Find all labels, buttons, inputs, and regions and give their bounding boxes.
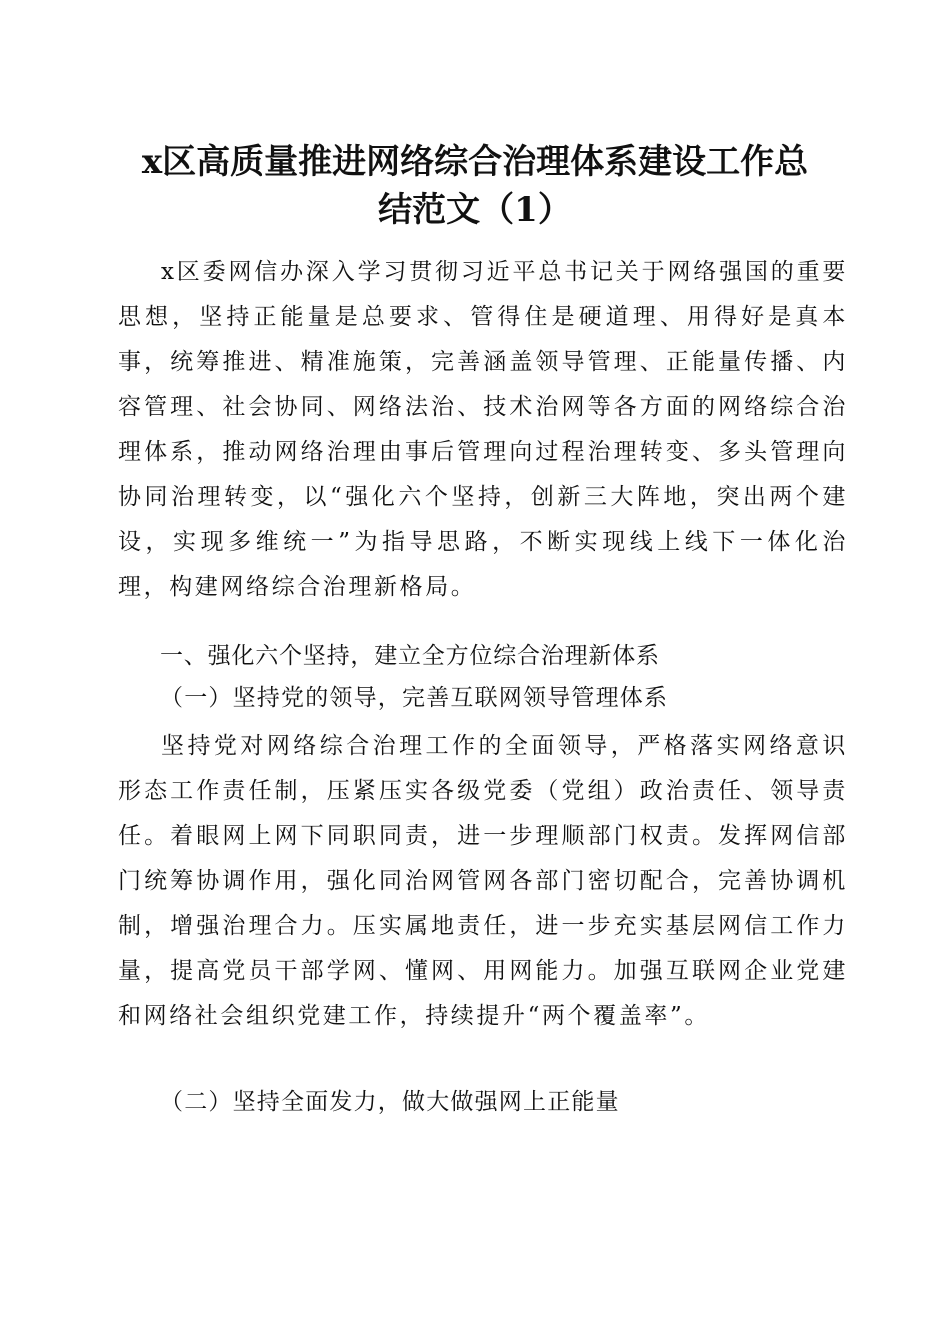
document-title-line-2: 结范文（1） (378, 190, 572, 230)
subsection-1-heading: （一）坚持党的领导，完善互联网领导管理体系 (160, 685, 669, 711)
intro-paragraph: x区委网信办深入学习贯彻习近平总书记关于网络强国的重要思想，坚持正能量是总要求、管得住是硬道理、用得好是真本事，统筹推进、精准施策，完善涵盖领导管理、正能量传播、内容管理、社会协同、网络法治、技术治网等各方面的网络综合治理体系，推动网络治理由事后管理向过程治理转变、多头管理向协同治理转变，以“强化六个坚持，创新三大阵地，突出两个建设，实现多维统一”为指导思路，不断实现线上线下一体化治理，构建网络综合治理新格局。 (118, 259, 848, 600)
section-1-heading: 一、强化六个坚持，建立全方位综合治理新体系 (160, 643, 660, 669)
subsection-2-heading: （二）坚持全面发力，做大做强网上正能量 (160, 1089, 620, 1115)
subsection-1-paragraph: 坚持党对网络综合治理工作的全面领导，严格落实网络意识形态工作责任制，压紧压实各级党委（党组）政治责任、领导责任。着眼网上网下同职同责，进一步理顺部门权责。发挥网信部门统筹协调作用，强化同治网管网各部门密切配合，完善协调机制，增强治理合力。压实属地责任，进一步充实基层网信工作力量，提高党员干部学网、懂网、用网能力。加强互联网企业党建和网络社会组织党建工作，持续提升“两个覆盖率”。 (118, 733, 848, 1029)
document-title-line-1: x区高质量推进网络综合治理体系建设工作总 (141, 142, 809, 182)
